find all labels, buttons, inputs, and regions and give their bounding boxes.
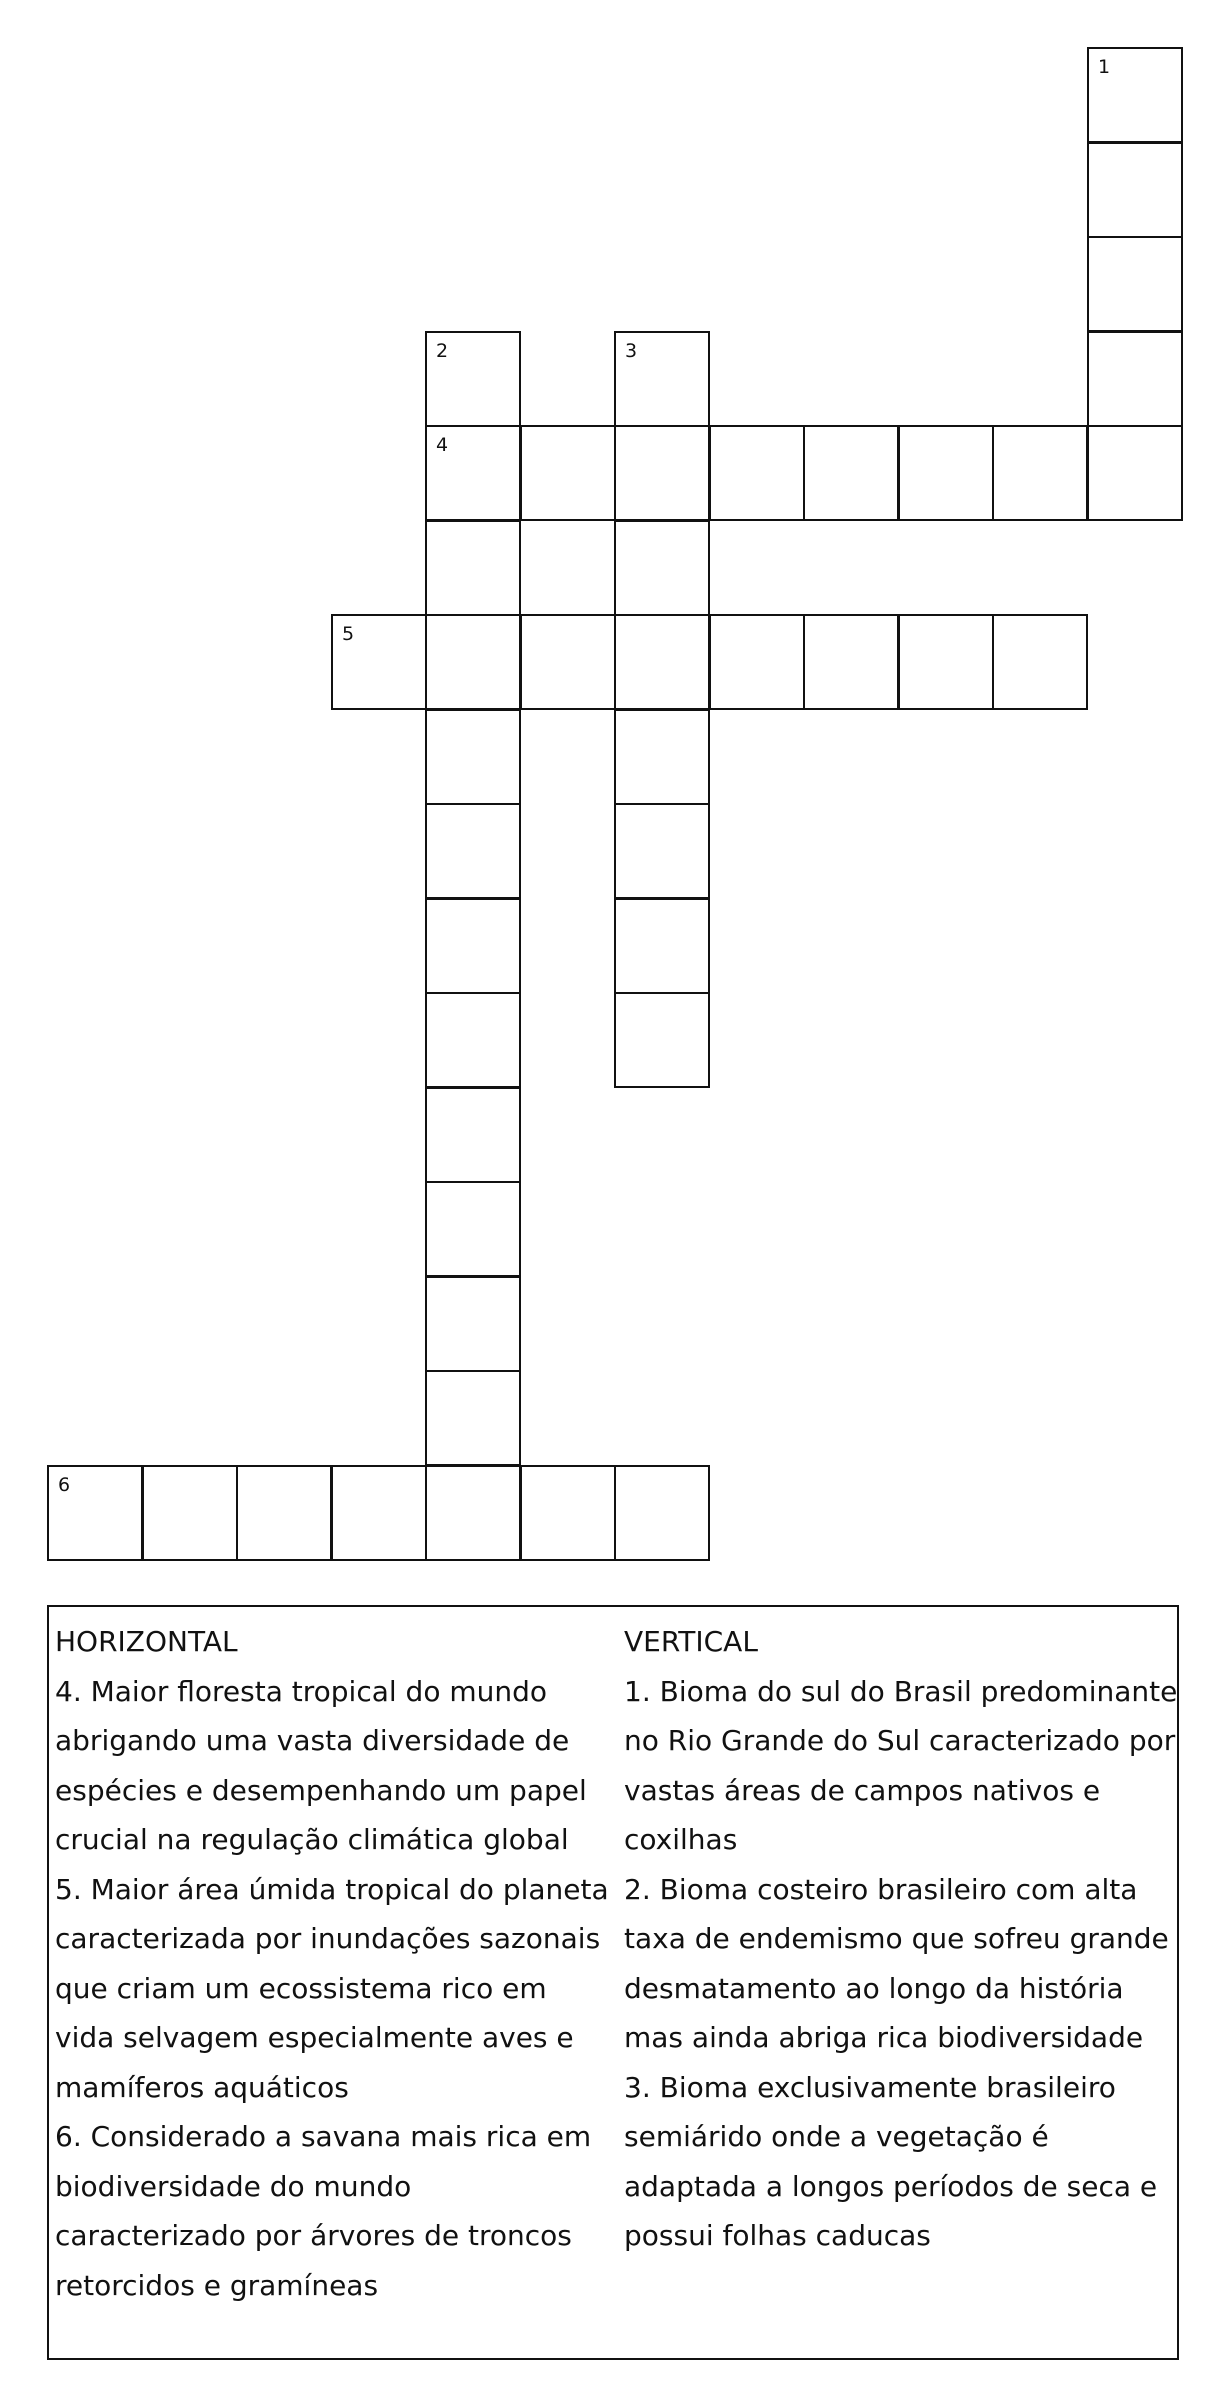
crossword-cell[interactable] — [803, 425, 899, 521]
crossword-cell[interactable] — [614, 898, 710, 994]
crossword-cell[interactable] — [425, 1370, 521, 1466]
crossword-cell[interactable] — [520, 425, 616, 521]
clue-number: 2 — [436, 340, 449, 362]
crossword-cell[interactable] — [898, 425, 994, 521]
crossword-cell[interactable] — [614, 803, 710, 899]
crossword-cell[interactable] — [992, 614, 1088, 710]
crossword-cell[interactable] — [1087, 331, 1183, 427]
clues-box — [47, 1605, 1179, 2360]
crossword-cell[interactable] — [520, 614, 616, 710]
crossword-cell[interactable] — [425, 1465, 521, 1561]
crossword-cell[interactable] — [898, 614, 994, 710]
clue-across-4: 4. Maior floresta tropical do mundo abrigando uma vasta diversidade de espécies e desempenhando um papel crucial na regulação climática global — [55, 1674, 587, 1856]
crossword-cell[interactable] — [803, 614, 899, 710]
crossword-cell[interactable] — [520, 1465, 616, 1561]
clue-number: 6 — [58, 1474, 71, 1496]
crossword-cell[interactable] — [425, 1087, 521, 1183]
clue-number: 4 — [436, 434, 449, 456]
crossword-cell[interactable] — [425, 803, 521, 899]
crossword-cell[interactable] — [1087, 236, 1183, 332]
crossword-cell[interactable] — [142, 1465, 238, 1561]
crossword-cell[interactable] — [236, 1465, 332, 1561]
crossword-cell[interactable] — [1087, 425, 1183, 521]
crossword-cell[interactable] — [614, 614, 710, 710]
vertical-clues — [624, 1617, 1179, 2261]
crossword-cell[interactable] — [614, 520, 710, 616]
clue-number: 5 — [342, 623, 355, 645]
crossword-cell[interactable] — [425, 992, 521, 1088]
crossword-cell[interactable] — [331, 614, 427, 710]
crossword-cell[interactable] — [614, 709, 710, 805]
crossword-cell[interactable] — [425, 614, 521, 710]
clue-across-5: 5. Maior área úmida tropical do planeta caracterizada por inundações sazonais que criam um ecossistema rico em vida selvagem especialmente aves e mamíferos aquáticos — [55, 1872, 609, 2104]
crossword-cell[interactable] — [614, 992, 710, 1088]
horizontal-clues — [55, 1617, 610, 2310]
crossword-cell[interactable] — [1087, 142, 1183, 238]
crossword-cell[interactable] — [614, 331, 710, 427]
crossword-cell[interactable] — [614, 1465, 710, 1561]
crossword-cell[interactable] — [425, 709, 521, 805]
crossword-cell[interactable] — [425, 1276, 521, 1372]
clue-down-2: 2. Bioma costeiro brasileiro com alta taxa de endemismo que sofreu grande desmatamento ao longo da história mas ainda abriga rica biodiversidade — [624, 1872, 1169, 2054]
crossword-cell[interactable] — [425, 331, 521, 427]
clue-number: 3 — [625, 340, 638, 362]
crossword-cell[interactable] — [47, 1465, 143, 1561]
vertical-heading: VERTICAL — [624, 1625, 758, 1658]
crossword-cell[interactable] — [709, 614, 805, 710]
crossword-cell[interactable] — [614, 425, 710, 521]
crossword-cell[interactable] — [1087, 47, 1183, 143]
crossword-cell[interactable] — [709, 425, 805, 521]
crossword-cell[interactable] — [425, 425, 521, 521]
crossword-cell[interactable] — [425, 898, 521, 994]
crossword-cell[interactable] — [425, 520, 521, 616]
clue-down-1: 1. Bioma do sul do Brasil predominante no Rio Grande do Sul caracterizado por vastas áreas de campos nativos e coxilhas — [624, 1674, 1178, 1856]
crossword-cell[interactable] — [331, 1465, 427, 1561]
crossword-cell[interactable] — [425, 1181, 521, 1277]
horizontal-heading: HORIZONTAL — [55, 1625, 238, 1658]
crossword-cell[interactable] — [992, 425, 1088, 521]
clue-down-3: 3. Bioma exclusivamente brasileiro semiárido onde a vegetação é adaptada a longos períodos de seca e possui folhas caducas — [624, 2070, 1158, 2252]
clue-across-6: 6. Considerado a savana mais rica em biodiversidade do mundo caracterizado por árvores de troncos retorcidos e gramíneas — [55, 2120, 592, 2302]
clue-number: 1 — [1098, 56, 1111, 78]
